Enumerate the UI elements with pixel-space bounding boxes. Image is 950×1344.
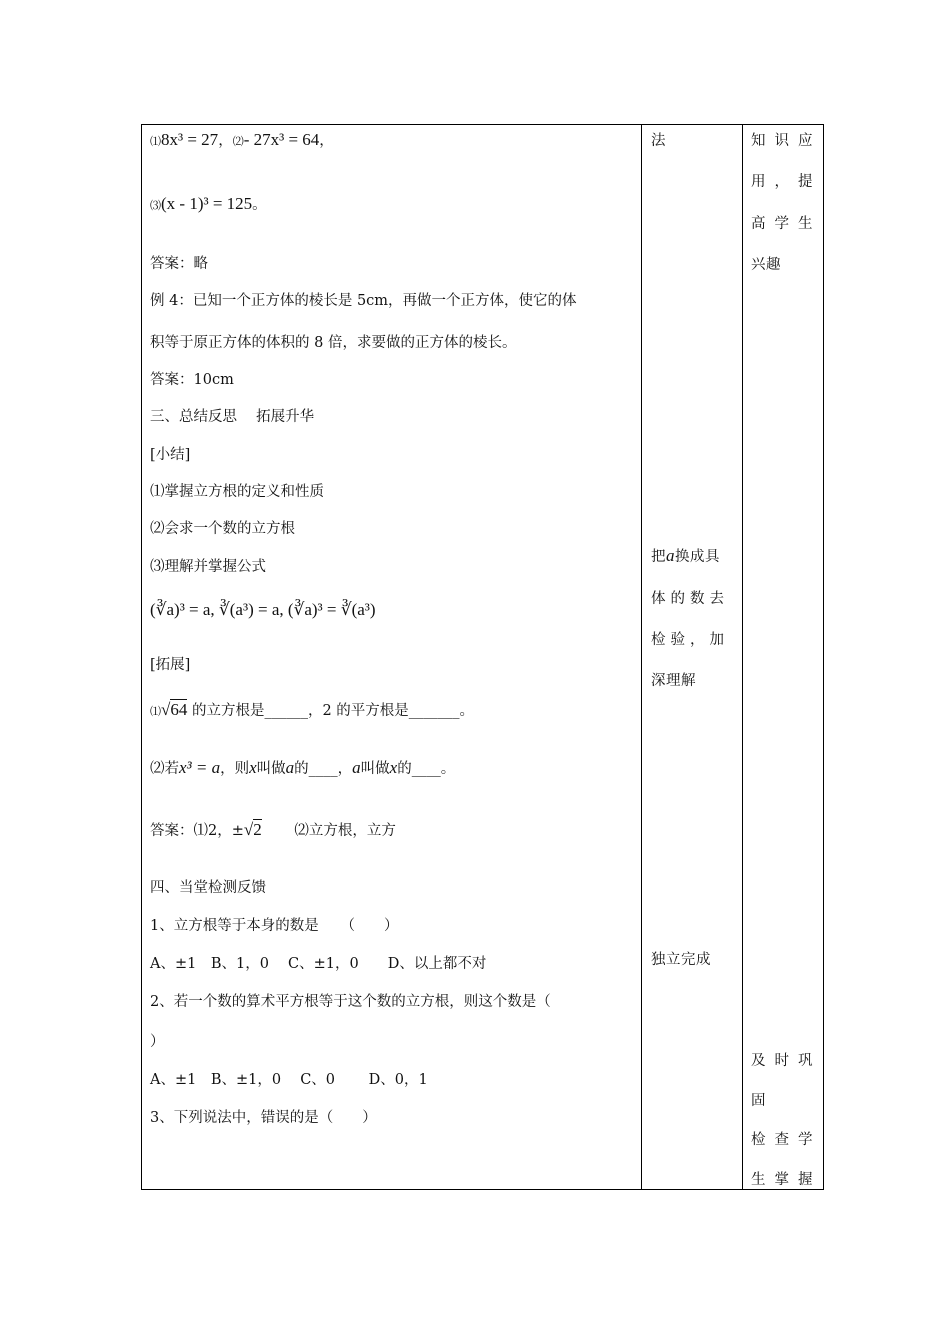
purpose-bottom-2: 固 bbox=[751, 1093, 766, 1109]
check-question-2-line-2: ） bbox=[150, 1034, 165, 1050]
expand-question-2 bbox=[150, 758, 455, 779]
note-text-b: 换成具 bbox=[675, 549, 720, 565]
summary-item-3: ⑶理解并掌握公式 bbox=[150, 559, 266, 575]
check-question-2-options: A、±1 B、±1，0 C、0 D、0，1 bbox=[150, 1072, 428, 1088]
answer-line-1: 答案：略 bbox=[150, 256, 208, 272]
answer-line-2: 答案：10cm bbox=[150, 372, 234, 388]
expand-2-var-a: a bbox=[285, 758, 295, 777]
section-heading-3: 三、总结反思 拓展升华 bbox=[150, 409, 315, 425]
note-text-a: 把 bbox=[651, 549, 666, 565]
purpose-top-3: 高学生 bbox=[751, 216, 822, 232]
method-note-line-1 bbox=[651, 545, 720, 566]
method-independent: 独立完成 bbox=[651, 952, 711, 968]
expand-2-text-b: 叫做 bbox=[256, 761, 286, 777]
purpose-top-1: 知识应 bbox=[751, 133, 822, 149]
method-note-line-2: 体的数去 bbox=[651, 591, 729, 607]
summary-item-2: ⑵会求一个数的立方根 bbox=[150, 521, 295, 537]
exercise-line-2 bbox=[150, 194, 267, 216]
column-divider-1 bbox=[641, 125, 642, 1189]
column-divider-2 bbox=[742, 125, 743, 1189]
q1-equation: 8x³ = 27 bbox=[161, 130, 219, 149]
q1-number: ⑴ bbox=[150, 135, 161, 148]
expand-2-text-c: 的____， bbox=[294, 761, 353, 777]
expand-1-radicand: 64 bbox=[170, 700, 188, 719]
section-heading-4: 四、当堂检测反馈 bbox=[150, 880, 266, 896]
note-var-a: a bbox=[666, 546, 675, 565]
summary-item-1: ⑴掌握立方根的定义和性质 bbox=[150, 484, 324, 500]
expand-2-text-e: 的____。 bbox=[397, 761, 456, 777]
expand-question-1 bbox=[150, 700, 474, 722]
example4-line-1: 例 4：已知一个正方体的棱长是 5cm，再做一个正方体，使它的体 bbox=[150, 293, 577, 309]
purpose-bottom-3: 检查学 bbox=[751, 1132, 822, 1148]
check-question-3: 3、下列说法中，错误的是（ ） bbox=[150, 1110, 377, 1126]
method-note-line-4: 深理解 bbox=[651, 673, 696, 689]
purpose-top-4: 兴趣 bbox=[751, 257, 781, 273]
expand-2-text-a: ，则 bbox=[220, 761, 250, 777]
expand-2-var-x2: x bbox=[389, 758, 398, 777]
expand-2-text-d: 叫做 bbox=[360, 761, 390, 777]
answer3-radicand: 2 bbox=[253, 820, 262, 839]
q3-end: 。 bbox=[252, 197, 267, 213]
q3-equation: (x - 1)³ = 125 bbox=[161, 194, 253, 213]
method-note-line-3: 检验，加 bbox=[651, 632, 729, 648]
answer3-text-b: ⑵立方根，立方 bbox=[294, 823, 396, 839]
cube-root-formula: (∛a)³ = a, ∛(a³) = a, (∛a)³ = ∛(a³) bbox=[150, 600, 376, 619]
expand-2-equation: x³ = a bbox=[179, 758, 221, 777]
summary-label: [小结] bbox=[150, 447, 191, 463]
answer3-text-a: 答案：⑴2，± bbox=[150, 823, 244, 839]
example4-line-2: 积等于原正方体的体积的 8 倍，求要做的正方体的棱长。 bbox=[150, 335, 517, 351]
purpose-bottom-4: 生掌握 bbox=[751, 1172, 822, 1188]
q2-number: ⑵ bbox=[232, 135, 244, 148]
q2-end: ， bbox=[319, 133, 334, 149]
q3-number: ⑶ bbox=[150, 199, 161, 212]
check-question-1-options: A、±1 B、1，0 C、±1，0 D、以上都不对 bbox=[150, 956, 487, 972]
purpose-bottom-1: 及时巩 bbox=[751, 1053, 822, 1069]
exercise-line-1 bbox=[150, 130, 334, 152]
q2-equation: - 27x³ = 64 bbox=[243, 130, 320, 149]
expand-2-var-x: x bbox=[249, 758, 257, 777]
method-fa: 法 bbox=[651, 133, 666, 149]
expand-2-prefix: ⑵若 bbox=[150, 761, 179, 777]
check-question-1: 1、立方根等于本身的数是 （ ） bbox=[150, 918, 399, 934]
expand-2-var-a2: a bbox=[352, 758, 361, 777]
expand-1-number: ⑴ bbox=[150, 705, 161, 718]
answer-line-3 bbox=[150, 820, 396, 841]
sqrt-symbol-2: √ bbox=[243, 820, 254, 839]
sqrt-symbol: √ bbox=[161, 700, 171, 719]
check-question-2-line-1: 2、若一个数的算术平方根等于这个数的立方根，则这个数是（ bbox=[150, 994, 551, 1010]
purpose-top-2: 用，提 bbox=[751, 174, 822, 190]
lesson-table bbox=[141, 124, 824, 1190]
expand-label: [拓展] bbox=[150, 657, 191, 673]
expand-1-text: 的立方根是______，2 的平方根是_______。 bbox=[191, 703, 475, 719]
q1-separator: ， bbox=[218, 133, 233, 149]
